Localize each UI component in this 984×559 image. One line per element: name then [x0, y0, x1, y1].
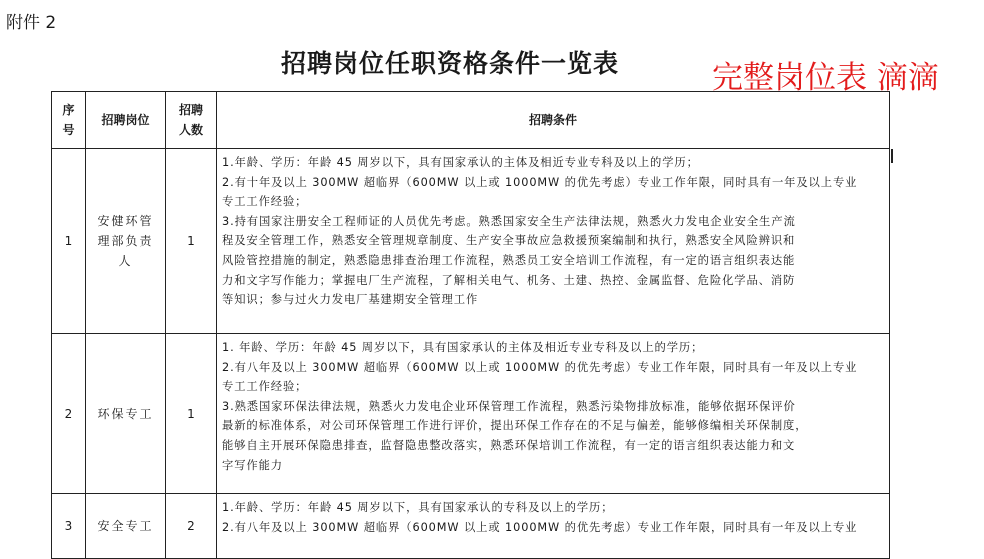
row-post [86, 149, 166, 334]
condition-line: 3.持有国家注册安全工程师证的人员优先考虑。熟悉国家安全生产法律法规，熟悉火力发电企业安全生产流 [222, 214, 796, 228]
header-seq [52, 92, 86, 149]
condition-line: 1.年龄、学历：年龄 45 周岁以下，具有国家承认的专科及以上的学历； [222, 501, 614, 514]
condition-line: 程及安全管理工作，熟悉安全管理规章制度、生产安全事故应急救援预案编制和执行，熟悉安全风险辨识和 [222, 234, 796, 248]
condition-line: 1. 年龄、学历：年龄 45 周岁以下，具有国家承认的主体及相近专业专科及以上的学历； [222, 341, 704, 354]
recruitment-table [51, 91, 890, 559]
watermark-text: 完整岗位表 滴滴 [712, 60, 939, 96]
row-seq: 1 [52, 149, 86, 334]
condition-line: 最新的标准体系，对公司环保管理工作进行评价，提出环保工作存在的不足与偏差，能够修编相关环保制度， [222, 419, 808, 433]
table-row [52, 494, 890, 559]
row-count: 1 [166, 334, 217, 494]
post-line: 环保专工 [97, 406, 154, 421]
row-post [86, 494, 166, 559]
header-conditions: 招聘条件 [217, 92, 890, 149]
text-cursor [891, 149, 893, 163]
condition-line: 风险管控措施的制定，熟悉隐患排查治理工作流程，熟悉员工安全培训工作流程，有一定的语言组织表达能 [222, 253, 796, 267]
condition-line: 1.年龄、学历：年龄 45 周岁以下，具有国家承认的主体及相近专业专科及以上的学历； [222, 156, 699, 169]
row-count: 2 [166, 494, 217, 559]
condition-line: 能够自主开展环保隐患排查，监督隐患整改落实，熟悉环保培训工作流程，有一定的语言组织表达能力和文 [222, 438, 796, 452]
page-title: 招聘岗位任职资格条件一览表 [281, 49, 620, 78]
row-seq: 3 [52, 494, 86, 559]
row-conditions [217, 334, 890, 494]
row-conditions [217, 149, 890, 334]
condition-line: 专工工作经验； [222, 380, 308, 394]
header-seq-line: 序 [62, 103, 75, 117]
table-row [52, 149, 890, 334]
attachment-label: 附件 2 [6, 13, 57, 33]
condition-line: 专工工作经验； [222, 195, 308, 209]
condition-line: 2.有八年及以上 300MW 超临界（600MW 以上或 1000MW 的优先考虑）专业工作年限，同时具有一年及以上专业 [222, 520, 858, 534]
row-conditions [217, 494, 890, 559]
header-post: 招聘岗位 [86, 92, 166, 149]
header-count-line: 招聘 [178, 103, 203, 117]
post-line: 安健环管 [97, 214, 154, 228]
row-count: 1 [166, 149, 217, 334]
condition-line: 2.有十年及以上 300MW 超临界（600MW 以上或 1000MW 的优先考虑）专业工作年限，同时具有一年及以上专业 [222, 175, 858, 189]
condition-line: 字写作能力 [222, 458, 283, 472]
table-row [52, 334, 890, 494]
row-seq: 2 [52, 334, 86, 494]
condition-line: 2.有八年及以上 300MW 超临界（600MW 以上或 1000MW 的优先考虑）专业工作年限，同时具有一年及以上专业 [222, 360, 858, 374]
condition-line: 3.熟悉国家环保法律法规，熟悉火力发电企业环保管理工作流程，熟悉污染物排放标准，能够依据环保评价 [222, 399, 796, 413]
row-post [86, 334, 166, 494]
condition-line: 力和文字写作能力；掌握电厂生产流程，了解相关电气、机务、土建、热控、金属监督、危险化学品、消防 [222, 273, 796, 287]
header-count [166, 92, 217, 149]
post-line: 安全专工 [97, 519, 154, 533]
header-seq-line: 号 [62, 123, 75, 137]
table-header-row [52, 92, 890, 149]
condition-line: 等知识；参与过火力发电厂基建期安全管理工作 [222, 293, 479, 307]
post-line: 理部负责 [97, 234, 154, 248]
post-line: 人 [118, 254, 133, 268]
header-count-line: 人数 [178, 123, 203, 137]
